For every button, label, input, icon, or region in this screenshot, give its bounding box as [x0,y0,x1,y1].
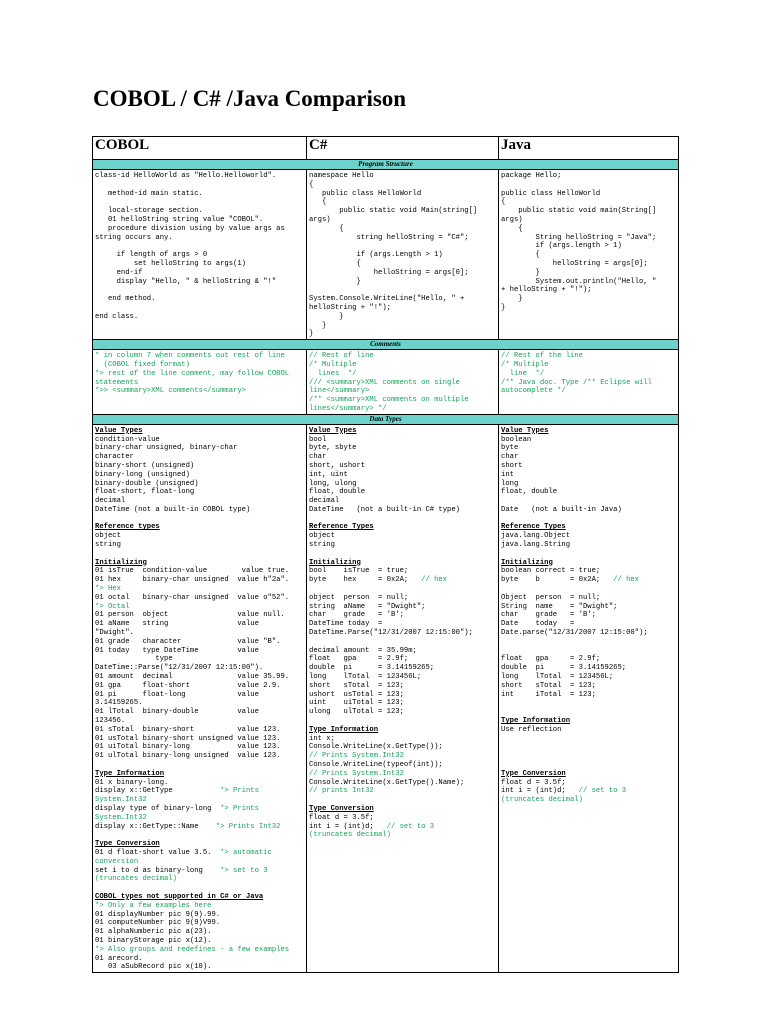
data-types-row [93,424,679,972]
code-comment: // hex [421,576,448,585]
code-comment: *> Prints System.Int32 [95,804,259,822]
subheading-reference-types: Reference types [95,523,160,532]
subheading-type-conversion: Type Conversion [309,804,374,813]
comments-row [93,350,679,415]
code-comment: *> Octal [95,602,130,611]
code-text: boolean byte char short int long float, double Date (not a built-in Java) [501,435,622,514]
subheading-type-conversion: Type Conversion [95,840,160,849]
header-row [93,137,679,160]
code-comment: // Prints System.Int32 [309,769,404,778]
code-block: package Hello; public class HelloWorld { public static void main(String[] args) { String helloString = "Java"; if (args.length > 1) { helloString = args[0]; } System.out.println("Hello, " + helloString + "!"); } } [501,172,657,312]
code-text: 01 person object value null. 01 aName string value "Dwight". 01 grade character value "B". 01 today type DateTime value type DateTime::Parse("12/31/2007 12:15:00"). 01 amount decimal value 35.99. 01 gpa float-short value 2.9. 01 pi float-long value 3.14159265. 01 lTotal binary-double value 123456. 01 sTotal binary-short value 123. 01 usTotal binary-short unsigned value 123. 01 uiTotal binary-long value 123. 01 ulTotal binary-long unsigned value 123. [95,611,290,761]
comment-code-block: // Rest of the line /* Multiple line */ /** Java doc. Type /** Eclipse will autocomplete */ [501,352,652,396]
code-text: Console.WriteLine(typeof(int)); [309,761,443,769]
code-block: namespace Hello { public class HelloWorld { public static void Main(string[] args) { string helloString = "C#"; if (args.Length > 1) { helloString = args[0]; } System.Console.WriteLine("Hello, " + helloString + "!"); } } } [309,172,478,339]
code-text: boolean correct = true; byte b = 0x2A; [501,567,601,585]
subheading-reference-types: Reference Types [501,523,566,532]
code-text: display type of binary-long [95,804,212,813]
subheading-value-types: Value Types [95,426,143,435]
code-comment: *> Hex [95,585,121,594]
code-text: Console.WriteLine(x.GetType().Name); [309,778,465,787]
code-text: set i to d as binary-long [95,866,203,875]
code-block [309,425,496,840]
code-text: 01 x binary-long. display x::GetType [95,778,173,796]
code-comment: *> Prints Int32 [215,822,281,831]
comments-java [499,350,679,415]
code-text: float d = 3.5f; int i = (int)d; [501,778,566,796]
code-text: 01 octal binary-char unsigned value o"52". [95,593,290,602]
code-text: bool isTrue = true; byte hex = 0x2A; [309,567,409,585]
column-header-csharp: C# [307,137,499,160]
code-block [95,425,304,972]
code-comment: // prints Int32 [309,787,374,796]
code-block [501,425,676,805]
subheading-initializing: Initializing [309,558,361,567]
data-types-cobol [93,424,307,972]
code-block: class-id HelloWorld as "Hello.Helloworld". method-id main static. local-storage section. 01 helloString string value "COBOL". procedure division using by value args as string occurs any. if length of args > 0 set helloString to args(1) end-if display "Hello, " & helloString & "!" end method. end class. [95,172,285,321]
code-text: float d = 3.5f; int i = (int)d; [309,813,374,831]
code-comment: // set to 3 (truncates decimal) [501,787,627,805]
code-comment: *> Prints System.Int32 [95,787,259,805]
subheading-unsupported-types: COBOL types not supported in C# or Java [95,892,264,901]
code-text: int x; Console.WriteLine(x.GetType()); [309,734,443,752]
program-structure-csharp [307,170,499,340]
code-text: object person = null; string aName = "Dwight"; char grade = 'B'; DateTime today = DateTime.Parse("12/31/2007 12:15:00"); decimal amount = 35.99m; float gpa = 2.9f; double pi = 3.14159265; long lTotal = 123456L; short sTotal = 123; ushort usTotal = 123; uint uiTotal = 123; ulong ulTotal = 123; [309,593,473,717]
code-text: 01 d float-short value 3.5. [95,848,221,857]
data-types-csharp [307,424,499,972]
section-row-data-types [93,414,679,424]
code-text: Use reflection [501,725,562,734]
code-text: bool byte, sbyte char short, ushort int, uint long, ulong float, double decimal DateTime (not a built-in C# type) [309,435,460,514]
comment-code-block: // Rest of line /* Multiple lines */ /// <summary>XML comments on single line</summary> /** <summary>XML comments on multiple lines</summary> */ [309,352,469,413]
data-types-java [499,424,679,972]
subheading-initializing: Initializing [95,558,147,567]
code-text: 01 isTrue condition-value value true. 01 hex binary-char unsigned value h"2a". [95,567,290,585]
subheading-value-types: Value Types [309,426,357,435]
subheading-initializing: Initializing [501,558,553,567]
code-text: 01 arecord. 03 aSubRecord pic x(10). [95,954,212,972]
section-row-comments [93,340,679,350]
code-comment: // hex [613,576,640,585]
subheading-value-types: Value Types [501,426,549,435]
section-title-data-types: Data Types [93,414,679,424]
page-title: COBOL / C# /Java Comparison [93,86,407,111]
subheading-type-conversion: Type Conversion [501,769,566,778]
subheading-type-information: Type Information [95,769,165,778]
code-text: display x::GetType::Name [95,822,199,831]
section-row-program-structure [93,160,679,170]
subheading-type-information: Type Information [309,725,379,734]
subheading-type-information: Type Information [501,717,571,726]
program-structure-cobol [93,170,307,340]
code-text: condition-value binary-char unsigned, binary-char character binary-short (unsigned) binary-long (unsigned) binary-double (unsigned) float-short, float-long decimal DateTime (not a built-in COBOL type) [95,435,251,514]
subheading-reference-types: Reference Types [309,523,374,532]
comment-code-block: * in column 7 when comments out rest of line (COBOL fixed format) *> rest of the line comment, may follow COBOL statements *>> <summary>XML comments</summary> [95,352,290,396]
code-comment: *> set to 3 (truncates decimal) [95,866,268,884]
column-header-cobol: COBOL [93,137,307,160]
section-title-program-structure: Program Structure [93,160,679,170]
program-structure-java [499,170,679,340]
program-structure-row [93,170,679,340]
code-text: object string [95,532,121,550]
column-header-java: Java [499,137,679,160]
code-text: object string [309,532,335,550]
code-comment: // Prints System.Int32 [309,752,404,761]
code-comment: *> Also groups and redefines - a few examples [95,945,290,954]
section-title-comments: Comments [93,340,679,350]
comparison-table [92,136,679,973]
code-comment: *> Only a few examples here [95,901,212,910]
comments-csharp [307,350,499,415]
code-comment: // set to 3 (truncates decimal) [309,822,435,840]
comments-cobol [93,350,307,415]
code-text: java.lang.Object java.lang.String [501,532,571,550]
code-text: 01 displayNumber pic 9(9).99. 01 computeNumber pic 9(9)V99. 01 alphaNumberic pic a(23). 01 binaryStorage pic x(12). [95,910,221,945]
code-text: Object person = null; String name = "Dwight"; char grade = 'B'; Date today = Date.parse("12/31/2007 12:15:00"); float gpa = 2.9f; double pi = 3.14159265; long lTotal = 123456L; short sTotal = 123; int iTotal = 123; [501,593,648,699]
code-comment: *> automatic conversion [95,848,272,866]
